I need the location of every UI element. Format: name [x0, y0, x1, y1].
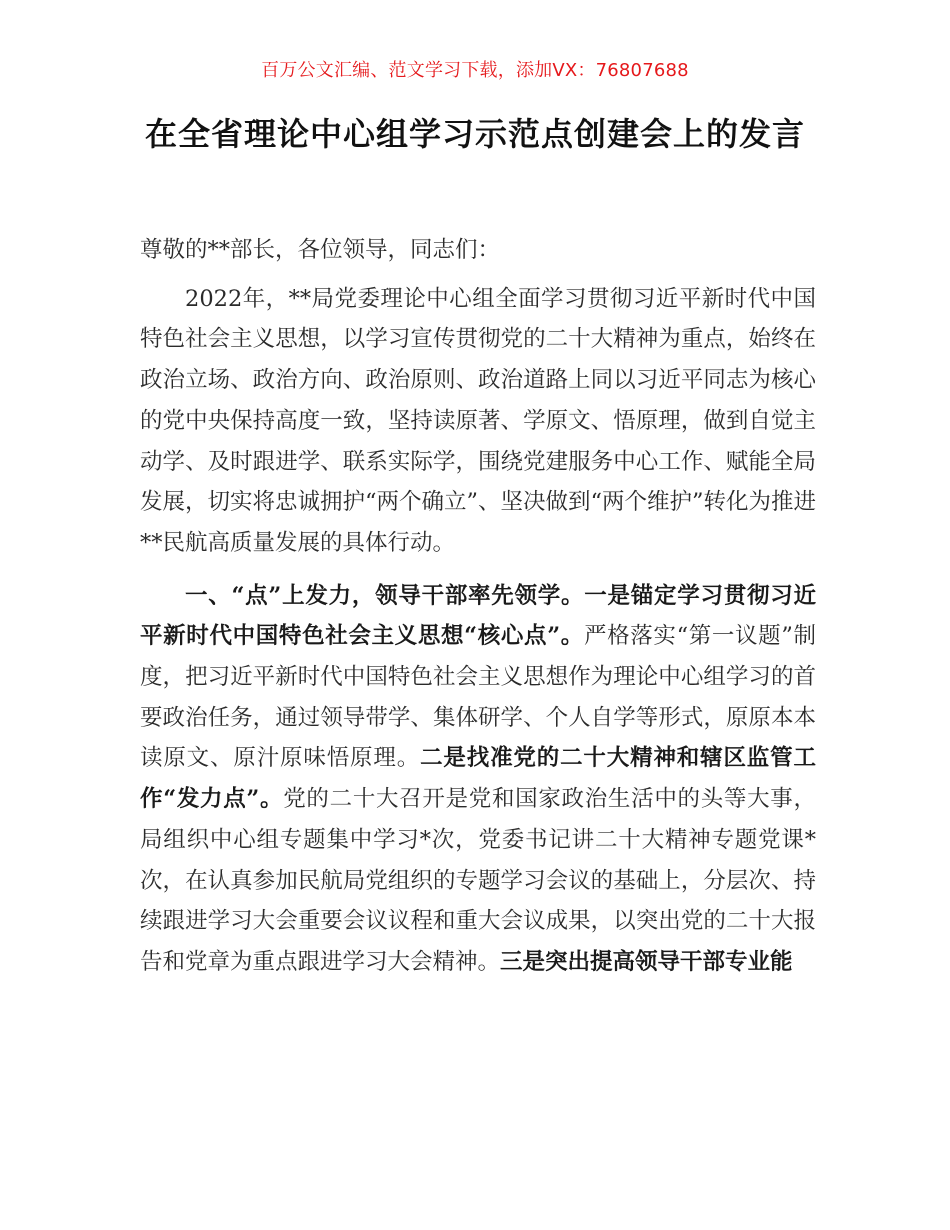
point-one-text: 严格落实“第一议题”制度，把习近平新时代中国特色社会主义思想作为理论中心组学习的首要政治任务，通过领导带学、集体研学、个人自学等形式，原原本本读原文、原汁原味悟原理。: [140, 623, 816, 772]
point-one-title: 一是锚定学习贯彻习近平新时代中国特色社会主义思想“核心点”。: [140, 582, 816, 650]
document-title: 在全省理论中心组学习示范点创建会上的发言: [144, 115, 805, 153]
document-body: [140, 230, 816, 983]
paragraph-intro: 2022年，**局党委理论中心组全面学习贯彻习近平新时代中国特色社会主义思想，以学习宣传贯彻党的二十大精神为重点，始终在政治立场、政治方向、政治原则、政治道路上同以习近平同志为核心的党中央保持高度一致，坚持读原著、学原文、悟原理，做到自觉主动学、及时跟进学、联系实际学，围绕党建服务中心工作、赋能全局发展，切实将忠诚拥护“两个确立”、坚决做到“两个维护”转化为推进**民航高质量发展的具体行动。: [140, 285, 817, 556]
point-three-title: 三是突出提高领导干部专业能: [500, 948, 793, 975]
point-two-title: 二是找准党的二十大精神和辖区监管工作“发力点”。: [140, 745, 816, 813]
point-two-text: 党的二十大召开是党和国家政治生活中的头等大事，局组织中心组专题集中学习*次，党委书记讲二十大精神专题党课*次，在认真参加民航局党组织的专题学习会议的基础上，分层次、持续跟进学习大会重要会议议程和重大会议成果，以突出党的二十大报告和党章为重点跟进学习大会精神。: [140, 786, 816, 975]
watermark-banner: 百万公文汇编、范文学习下载，添加VX：76807688: [261, 60, 689, 81]
section-one-heading: 一、“点”上发力，领导干部率先领学。: [185, 582, 585, 609]
salutation: 尊敬的**部长，各位领导，同志们：: [140, 237, 501, 263]
paragraph-section-one: [140, 576, 816, 983]
